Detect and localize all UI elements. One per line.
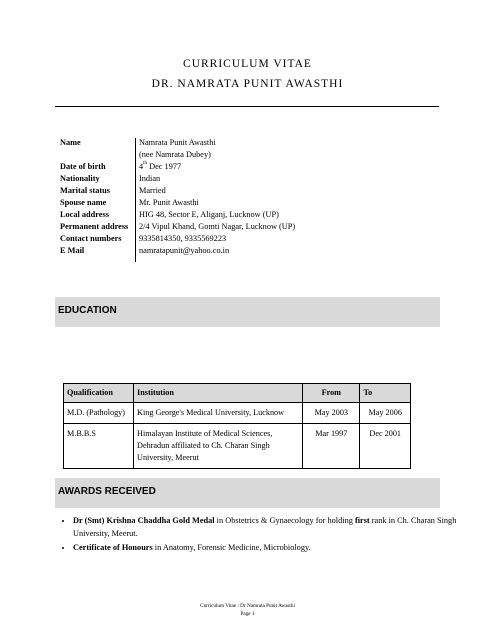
- value-permanent-address: 2/4 Vipul Khand, Gomti Nagar, Lucknow (UP): [139, 222, 296, 231]
- cell-from: May 2003: [303, 403, 360, 424]
- value-contact: 9335814350, 9335569223: [139, 234, 227, 243]
- list-item: • Certificate of Honours in Anatomy, Forensic Medicine, Microbiology.: [73, 542, 463, 555]
- value-spouse: Mr. Punit Awasthi: [139, 198, 199, 207]
- label-name: Name: [60, 138, 81, 147]
- value-nee: (nee Namrata Dubey): [139, 150, 211, 159]
- col-to: To: [360, 384, 411, 403]
- label-contact: Contact numbers: [60, 234, 122, 243]
- list-item: • Dr (Smt) Krishna Chaddha Gold Medal in Obstetrics & Gynaecology for holding first rank in Ch. Charan Singh University, Meerut.: [73, 515, 463, 540]
- awards-heading: AWARDS RECEIVED: [55, 478, 440, 508]
- cell-qualification: M.B.B.S: [64, 424, 134, 469]
- value-nationality: Indian: [139, 174, 161, 183]
- col-qualification: Qualification: [64, 384, 134, 403]
- cv-title: CURRICULUM VITAE: [183, 58, 312, 70]
- value-local-address: HIG 48, Sector E, Aliganj, Lucknow (UP): [139, 210, 279, 219]
- label-nationality: Nationality: [60, 174, 100, 183]
- label-local-address: Local address: [60, 210, 109, 219]
- value-email: namratapunit@yahoo.co.in: [139, 246, 230, 255]
- value-dob: 4th Dec 1977: [139, 161, 182, 171]
- table-row: [64, 403, 411, 424]
- cell-to: Dec 2001: [360, 424, 411, 469]
- header-rule: [55, 106, 439, 107]
- cell-institution: King George's Medical University, Lucknow: [134, 403, 303, 424]
- page-number: Page 1: [240, 611, 255, 617]
- awards-list: [55, 515, 463, 557]
- cv-name-title: DR. NAMRATA PUNIT AWASTHI: [151, 78, 344, 90]
- label-dob: Date of birth: [60, 162, 106, 171]
- education-table: [63, 383, 411, 469]
- value-name: Namrata Punit Awasthi: [139, 138, 216, 147]
- label-permanent-address: Permanent address: [60, 222, 129, 231]
- cell-to: May 2006: [360, 403, 411, 424]
- cell-from: Mar 1997: [303, 424, 360, 469]
- label-marital: Marital status: [60, 186, 111, 195]
- label-spouse: Spouse name: [60, 198, 107, 207]
- table-row: [64, 424, 411, 469]
- label-email: E Mail: [60, 246, 85, 255]
- footer-text: Curriculum Vitae : Dr Namrata Punit Awasthi: [200, 603, 295, 609]
- cell-qualification: M.D. (Pathology): [64, 403, 134, 424]
- cell-institution: Himalayan Institute of Medical Sciences, Dehradun affiliated to Ch. Charan Singh University, Meerut: [134, 424, 303, 469]
- education-heading: EDUCATION: [55, 297, 440, 327]
- col-from: From: [303, 384, 360, 403]
- value-marital: Married: [139, 186, 166, 195]
- education-table-header: [64, 384, 411, 403]
- col-institution: Institution: [134, 384, 303, 403]
